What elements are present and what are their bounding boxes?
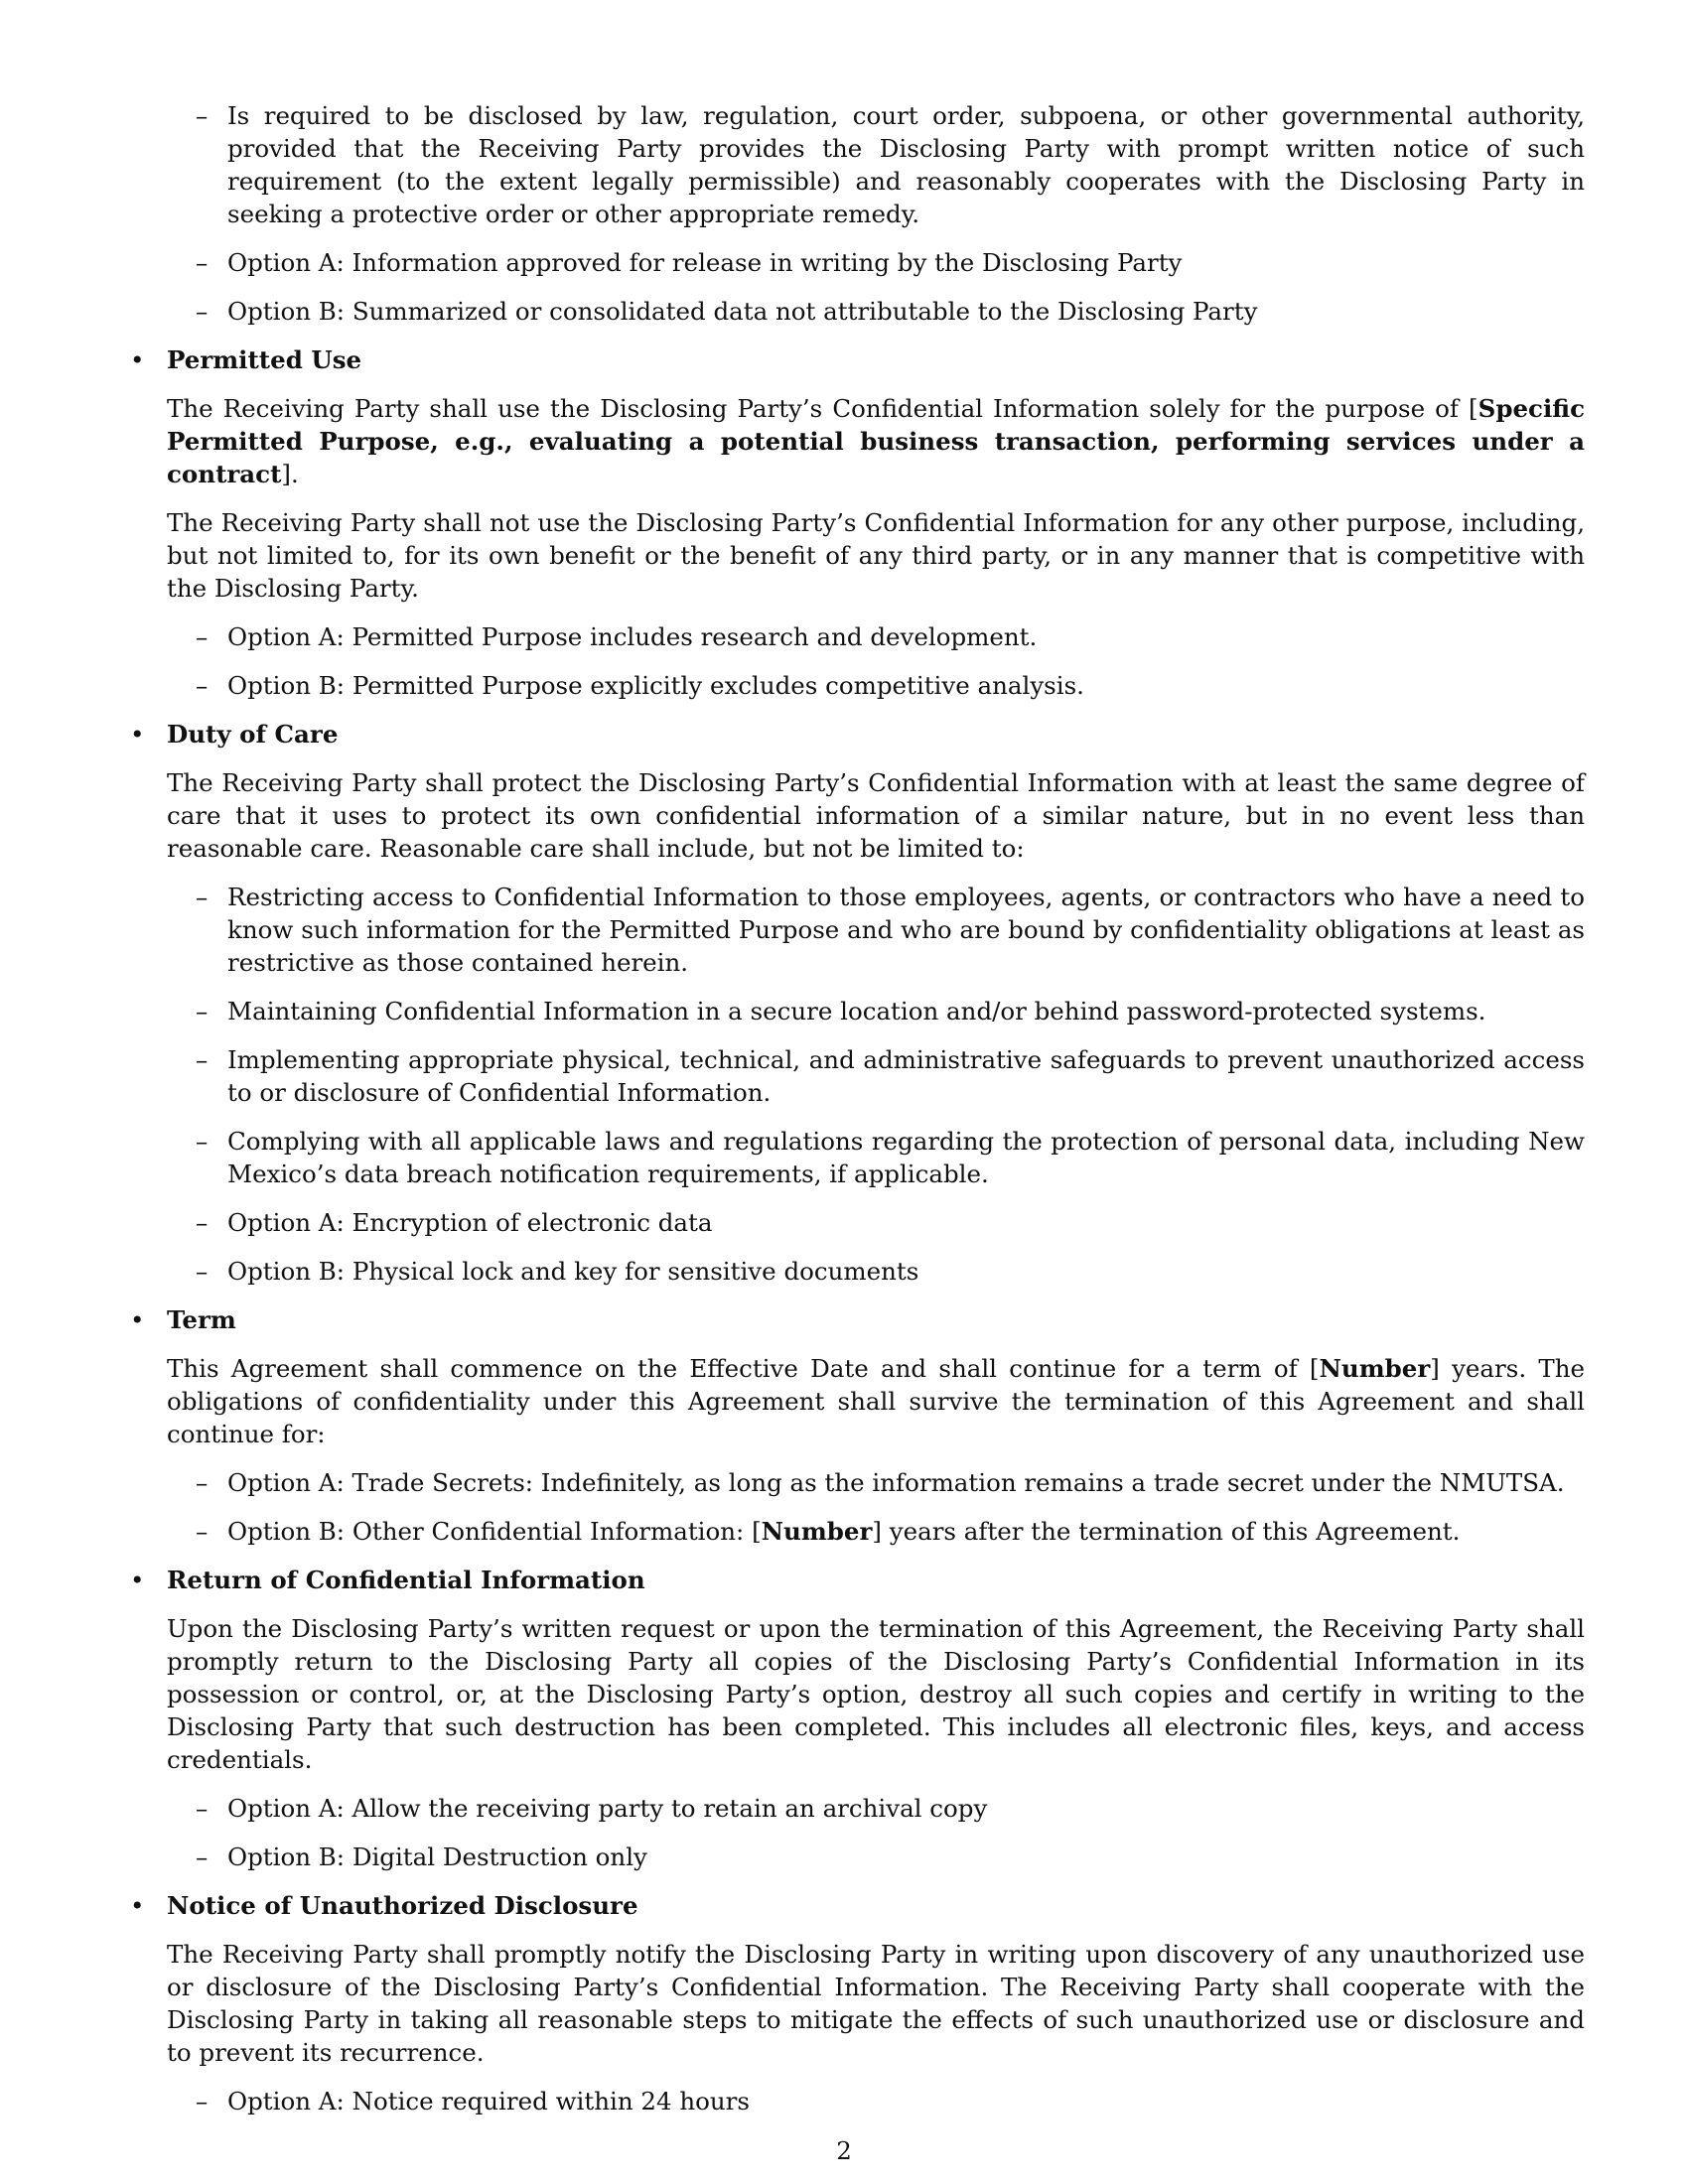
list-item: – Option A: Notice required within 24 hours xyxy=(196,2087,750,2116)
dash-marker: – xyxy=(196,1843,209,1871)
list-item: – Is required to be disclosed by law, regulation, court order, subpoena, or other governmental authority, provided that the Receiving Party provides the Disclosing Party with prompt written notice of such requirement (to the extent legally permissible) and reasonably cooperates with the Disclosing Party in seeking a protective order or other appropriate remedy. xyxy=(196,101,1585,228)
list-item: – Complying with all applicable laws and regulations regarding the protection of personal data, including New Mexico’s data breach notification requirements, if applicable. xyxy=(196,1127,1585,1188)
dash-marker: – xyxy=(196,622,209,651)
list-item: – Option A: Allow the receiving party to retain an archival copy xyxy=(196,1794,988,1823)
section-heading-term: • Term xyxy=(130,1305,236,1334)
dash-marker: – xyxy=(196,1045,209,1074)
list-item: – Option B: Permitted Purpose explicitly excludes competitive analysis. xyxy=(196,671,1084,700)
paragraph: This Agreement shall commence on the Effective Date and shall continue for a term of [Number] years. The obligations of confidentiality under this Agreement shall survive the termination of this Agreement and shall continue for: xyxy=(167,1354,1586,1448)
list-item: – Option A: Permitted Purpose includes research and development. xyxy=(196,622,1038,651)
section-heading-duty-of-care: • Duty of Care xyxy=(130,720,339,749)
list-item: – Option B: Digital Destruction only xyxy=(196,1843,647,1871)
list-item: – Option B: Other Confidential Information: [Number] years after the termination of this Agreement. xyxy=(196,1517,1461,1546)
dash-marker: – xyxy=(196,248,209,277)
dash-marker: – xyxy=(196,101,209,130)
page-number: 2 xyxy=(836,2136,852,2165)
dash-marker: – xyxy=(196,997,209,1025)
list-item: – Option A: Information approved for release in writing by the Disclosing Party xyxy=(196,248,1183,277)
document-body xyxy=(130,99,1585,2133)
paragraph: The Receiving Party shall not use the Disclosing Party’s Confidential Information for any other purpose, including, but not limited to, for its own benefit or the benefit of any third party, or in any manner that is competitive with the Disclosing Party. xyxy=(167,508,1585,603)
dash-marker: – xyxy=(196,1257,209,1286)
dash-marker: – xyxy=(196,671,209,700)
dash-marker: – xyxy=(196,883,209,911)
dash-marker: – xyxy=(196,1468,209,1497)
list-item: – Option A: Trade Secrets: Indefinitely, as long as the information remains a trade secret under the NMUTSA. xyxy=(196,1468,1565,1497)
dash-marker: – xyxy=(196,1208,209,1237)
paragraph: The Receiving Party shall use the Disclosing Party’s Confidential Information solely for the purpose of [Specific Permitted Purpose, e.g., evaluating a potential business transaction, performing services under a contract]. xyxy=(167,394,1585,488)
bullet-marker: • xyxy=(130,345,145,374)
bullet-marker: • xyxy=(130,1891,145,1920)
list-item: – Restricting access to Confidential Information to those employees, agents, or contractors who have a need to know such information for the Permitted Purpose and who are bound by confidentiality obligations at least as restrictive as those contained herein. xyxy=(196,883,1585,977)
list-item: – Option B: Summarized or consolidated data not attributable to the Disclosing Party xyxy=(196,297,1258,326)
bullet-marker: • xyxy=(130,1566,145,1594)
bullet-marker: • xyxy=(130,720,145,749)
dash-marker: – xyxy=(196,2087,209,2116)
list-item: – Option B: Physical lock and key for sensitive documents xyxy=(196,1257,919,1286)
section-heading-return-of-confidential-information: • Return of Confidential Information xyxy=(130,1566,645,1594)
list-item: – Maintaining Confidential Information in a secure location and/or behind password-protected systems. xyxy=(196,997,1486,1025)
list-item: – Implementing appropriate physical, technical, and administrative safeguards to prevent unauthorized access to or disclosure of Confidential Information. xyxy=(196,1045,1585,1107)
list-item: – Option A: Encryption of electronic data xyxy=(196,1208,713,1237)
dash-marker: – xyxy=(196,297,209,326)
dash-marker: – xyxy=(196,1794,209,1823)
section-heading-notice-of-unauthorized-disclosure: • Notice of Unauthorized Disclosure xyxy=(130,1891,638,1920)
bullet-marker: • xyxy=(130,1305,145,1334)
paragraph: The Receiving Party shall promptly notify the Disclosing Party in writing upon discovery of any unauthorized use or disclosure of the Disclosing Party’s Confidential Information. The Receiving Party shall cooperate with the Disclosing Party in taking all reasonable steps to mitigate the effects of such unauthorized use or disclosure and to prevent its recurrence. xyxy=(167,1940,1585,2067)
dash-marker: – xyxy=(196,1517,209,1546)
dash-marker: – xyxy=(196,1127,209,1156)
paragraph: The Receiving Party shall protect the Disclosing Party’s Confidential Information with at least the same degree of care that it uses to protect its own confidential information of a similar nature, but in no event less than reasonable care. Reasonable care shall include, but not be limited to: xyxy=(167,768,1585,863)
section-heading-permitted-use: • Permitted Use xyxy=(130,345,362,374)
paragraph: Upon the Disclosing Party’s written request or upon the termination of this Agreement, the Receiving Party shall promptly return to the Disclosing Party all copies of the Disclosing Party’s Confidential Information in its possession or control, or, at the Disclosing Party’s option, destroy all such copies and certify in writing to the Disclosing Party that such destruction has been completed. This includes all electronic files, keys, and access credentials. xyxy=(167,1614,1585,1774)
